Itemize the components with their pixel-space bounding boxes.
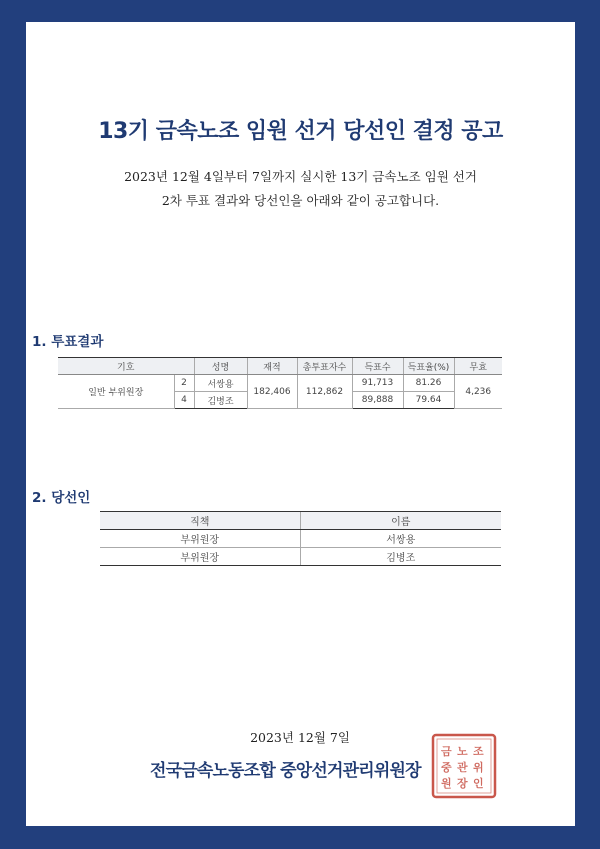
header-position: 직책 [100, 512, 300, 530]
candidate-name: 서쌍용 [194, 375, 247, 392]
page-title: 13기 금속노조 임원 선거 당선인 결정 공고 [98, 119, 503, 144]
official-seal [431, 733, 497, 799]
svg-text:노: 노 [457, 745, 468, 758]
header-winner-name: 이름 [300, 512, 501, 530]
section-heading-winners: 2. 당선인 [32, 490, 91, 506]
rate-cell: 79.64 [403, 392, 454, 409]
svg-text:조: 조 [473, 745, 484, 758]
winners-header-row [100, 512, 501, 530]
svg-text:금: 금 [441, 745, 452, 758]
position-cell: 부위원장 [100, 530, 300, 548]
svg-text:중: 중 [441, 761, 452, 774]
votes-cell: 89,888 [352, 392, 403, 409]
rate-cell: 81.26 [403, 375, 454, 392]
announcement-date: 2023년 12월 7일 [250, 730, 350, 745]
votes-cell: 91,713 [352, 375, 403, 392]
document-sheet [26, 22, 575, 826]
table-row [58, 375, 502, 392]
header-total-voters: 총투표자수 [297, 358, 352, 375]
header-votes: 득표수 [352, 358, 403, 375]
intro-text [26, 165, 575, 213]
svg-text:위: 위 [473, 761, 484, 774]
section-heading-results: 1. 투표결과 [32, 334, 104, 350]
table-row [100, 530, 501, 548]
winner-name-cell: 서쌍용 [300, 530, 501, 548]
intro-line-2: 2차 투표 결과와 당선인을 아래와 같이 공고합니다. [161, 193, 440, 208]
svg-text:원: 원 [441, 777, 452, 790]
organization-name: 전국금속노동조합 중앙선거관리위원장 [150, 761, 421, 781]
svg-text:관: 관 [457, 761, 468, 774]
svg-text:장: 장 [457, 777, 468, 790]
candidate-number: 2 [174, 375, 194, 392]
header-number: 기호 [58, 358, 194, 375]
total-voters-cell: 112,862 [297, 375, 352, 409]
header-name: 성명 [194, 358, 247, 375]
candidate-number: 4 [174, 392, 194, 409]
position-cell: 부위원장 [100, 548, 300, 566]
svg-text:인: 인 [473, 777, 484, 790]
table-row [100, 548, 501, 566]
header-invalid: 무효 [454, 358, 502, 375]
results-table [58, 357, 502, 409]
intro-line-1: 2023년 12월 4일부터 7일까지 실시한 13기 금속노조 임원 선거 [124, 169, 477, 184]
header-rate: 득표율(%) [403, 358, 454, 375]
registered-cell: 182,406 [247, 375, 297, 409]
category-cell: 일반 부위원장 [58, 375, 174, 409]
invalid-cell: 4,236 [454, 375, 502, 409]
header-registered: 재적 [247, 358, 297, 375]
winners-table [100, 511, 501, 566]
results-header-row [58, 358, 502, 375]
winner-name-cell: 김병조 [300, 548, 501, 566]
candidate-name: 김병조 [194, 392, 247, 409]
